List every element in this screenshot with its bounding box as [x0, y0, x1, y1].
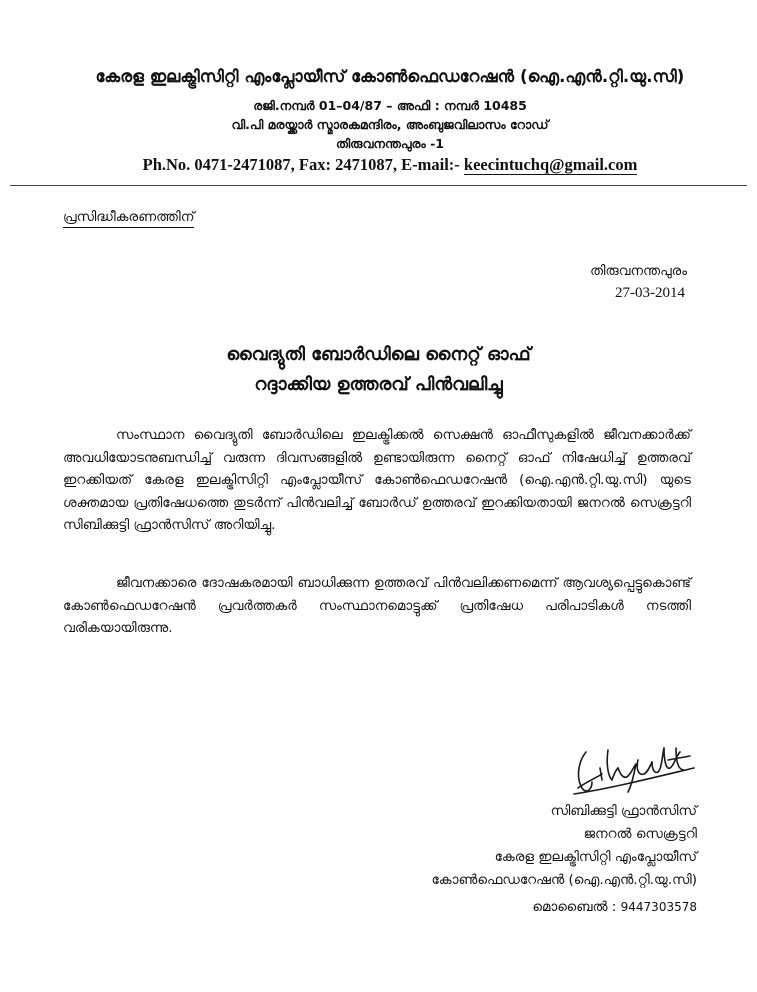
- signatory-org-line-2: കോൺഫെഡറേഷൻ (ഐ.എൻ.റ്റി.യു.സി): [431, 872, 697, 888]
- signatory-designation: ജനറൽ സെക്രട്ടറി: [583, 826, 697, 842]
- organization-name: കേരള ഇലക്ട്രിസിറ്റി എംപ്ലോയീസ് കോൺഫെഡറേഷൻ (ഐ.എൻ.റ്റി.യു.സി): [95, 67, 685, 86]
- letterhead: [70, 66, 710, 176]
- address-line-2: തിരുവനന്തപുരം -1: [336, 136, 444, 151]
- letter-date: 27-03-2014: [615, 285, 685, 301]
- mobile-label: മൊബൈൽ :: [532, 899, 617, 915]
- mobile-number: 9447303578: [620, 900, 697, 914]
- address-line-1: വി.പി മരയ്ക്കാർ സ്മാരകമന്ദിരം, അംബുജവിലാസം റോഡ്: [231, 117, 549, 132]
- contact-email: keecintuchq@gmail.com: [463, 155, 638, 174]
- signatory-org-line-1: കേരള ഇലക്ട്രിസിറ്റി എംപ്ലോയീസ്: [494, 849, 697, 865]
- headline: [0, 340, 757, 400]
- letter-place: തിരുവനന്തപുരം: [590, 263, 687, 279]
- handwritten-signature: [572, 738, 698, 798]
- press-label: പ്രസിദ്ധീകരണത്തിന്: [63, 208, 194, 228]
- registration-number: രജി.നമ്പർ 01–04/87 – അഫി : നമ്പർ 10485: [253, 98, 527, 113]
- signatory-mobile: [432, 896, 697, 919]
- contact-line: [70, 154, 710, 176]
- headline-line-2: റദ്ദാക്കിയ ഉത്തരവ് പിൻവലിച്ചു: [254, 374, 503, 395]
- body-paragraph-1: സംസ്ഥാന വൈദ്യുതി ബോർഡിലെ ഇലക്ട്രിക്കൽ സെക്ഷൻ ഓഫീസുകളിൽ ജീവനക്കാർക്ക് അവധിയോടനുബന്ധിച്ച് വരുന്ന ദിവസങ്ങളിൽ ഉണ്ടായിരുന്ന നൈറ്റ് ഓഫ് നിഷേധിച്ച് ഉത്തരവ് ഇറക്കിയത് കേരള ഇലക്ട്രിസിറ്റി എംപ്ലോയീസ് കോൺഫെഡറേഷൻ (ഐ.എൻ.റ്റി.യു.സി) യുടെ ശക്തമായ പ്രതിഷേധത്തെ തുടർന്ന് പിൻവലിച്ച് ബോർഡ് ഉത്തരവ് ഇറക്കിയതായി ജനറൽ സെക്രട്ടറി സിബിക്കുട്ടി ഫ്രാൻസിസ് അറിയിച്ചു.: [63, 427, 691, 533]
- contact-phone-fax: Ph.No. 0471-2471087, Fax: 2471087, E-mail:-: [142, 155, 464, 174]
- headline-line-1: വൈദ്യുതി ബോർഡിലെ നൈറ്റ് ഓഫ്: [226, 344, 531, 365]
- signatory-block: [432, 800, 697, 919]
- signatory-name: സിബിക്കുട്ടി ഫ്രാൻസിസ്: [550, 803, 697, 819]
- letterhead-divider: [10, 185, 747, 186]
- body-paragraph-2: ജീവനക്കാരെ ദോഷകരമായി ബാധിക്കുന്ന ഉത്തരവ് പിൻവലിക്കണമെന്ന് ആവശ്യപ്പെട്ടുകൊണ്ട് കോൺഫെഡറേഷൻ പ്രവർത്തകർ സംസ്ഥാനമൊട്ടുക്ക് പ്രതിഷേധ പരിപാടികൾ നടത്തി വരികയായിരുന്നു.: [63, 575, 691, 636]
